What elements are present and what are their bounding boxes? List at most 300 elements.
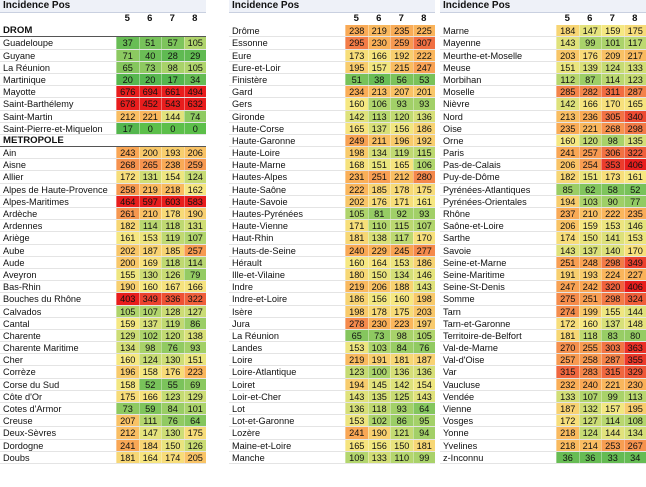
value-cell[interactable]: 113 <box>368 111 391 122</box>
value-cell[interactable]: 210 <box>139 208 162 219</box>
value-cell[interactable]: 153 <box>139 232 162 243</box>
table-row[interactable] <box>0 159 206 171</box>
value-cell[interactable]: 203 <box>556 50 579 61</box>
value-cell[interactable]: 150 <box>579 232 602 243</box>
value-cell[interactable]: 170 <box>624 245 646 256</box>
value-cell[interactable]: 148 <box>624 318 646 329</box>
value-cell[interactable]: 118 <box>161 257 184 268</box>
value-cell[interactable]: 209 <box>601 50 624 61</box>
department-name[interactable]: Tarn <box>443 306 461 317</box>
value-cell[interactable]: 127 <box>184 306 207 317</box>
value-cell[interactable]: 217 <box>624 50 646 61</box>
table-row[interactable] <box>0 415 206 427</box>
value-cell[interactable]: 238 <box>345 25 368 36</box>
department-name[interactable]: Saint-Martin <box>3 111 53 122</box>
table-row[interactable] <box>229 269 435 281</box>
value-cell[interactable]: 126 <box>161 269 184 280</box>
value-cell[interactable]: 192 <box>390 50 413 61</box>
value-cell[interactable]: 0 <box>161 123 184 134</box>
department-name[interactable]: Creuse <box>3 416 33 427</box>
value-cell[interactable]: 184 <box>556 25 579 36</box>
department-name[interactable]: Indre <box>232 282 253 293</box>
value-cell[interactable]: 112 <box>556 74 579 85</box>
value-cell[interactable]: 214 <box>579 440 602 451</box>
value-cell[interactable]: 86 <box>390 415 413 426</box>
value-cell[interactable]: 240 <box>345 245 368 256</box>
value-cell[interactable]: 73 <box>368 330 391 341</box>
table-row[interactable] <box>440 318 646 330</box>
value-cell[interactable]: 597 <box>139 196 162 207</box>
value-cell[interactable]: 191 <box>368 354 391 365</box>
table-row[interactable] <box>229 135 435 147</box>
table-row[interactable] <box>0 379 206 391</box>
value-cell[interactable]: 144 <box>624 306 646 317</box>
value-cell[interactable]: 219 <box>368 25 391 36</box>
department-name[interactable]: Vosges <box>443 416 474 427</box>
column-header[interactable]: 6 <box>587 13 593 24</box>
value-cell[interactable]: 98 <box>139 342 162 353</box>
value-cell[interactable]: 632 <box>184 98 207 109</box>
table-row[interactable] <box>440 74 646 86</box>
table-row[interactable] <box>440 62 646 74</box>
value-cell[interactable]: 17 <box>116 123 139 134</box>
value-cell[interactable]: 139 <box>579 62 602 73</box>
value-cell[interactable]: 275 <box>556 293 579 304</box>
value-cell[interactable]: 199 <box>579 306 602 317</box>
value-cell[interactable]: 124 <box>184 171 207 182</box>
department-name[interactable]: Ille-et-Vilaine <box>232 269 285 280</box>
value-cell[interactable]: 114 <box>139 220 162 231</box>
value-cell[interactable]: 268 <box>601 123 624 134</box>
value-cell[interactable]: 186 <box>345 293 368 304</box>
value-cell[interactable]: 151 <box>368 159 391 170</box>
value-cell[interactable]: 170 <box>601 98 624 109</box>
value-cell[interactable]: 235 <box>624 208 646 219</box>
department-name[interactable]: Drôme <box>232 26 260 37</box>
value-cell[interactable]: 160 <box>579 318 602 329</box>
value-cell[interactable]: 144 <box>601 427 624 438</box>
value-cell[interactable]: 158 <box>139 366 162 377</box>
table-row[interactable] <box>440 391 646 403</box>
value-cell[interactable]: 175 <box>184 427 207 438</box>
table-row[interactable] <box>440 159 646 171</box>
table-row[interactable] <box>440 50 646 62</box>
value-cell[interactable]: 166 <box>184 281 207 292</box>
value-cell[interactable]: 136 <box>390 366 413 377</box>
table-row[interactable] <box>229 391 435 403</box>
value-cell[interactable]: 132 <box>579 403 602 414</box>
value-cell[interactable]: 124 <box>579 427 602 438</box>
value-cell[interactable]: 406 <box>624 281 646 292</box>
value-cell[interactable]: 229 <box>368 245 391 256</box>
table-row[interactable] <box>0 366 206 378</box>
value-cell[interactable]: 133 <box>368 452 391 463</box>
value-cell[interactable]: 195 <box>345 62 368 73</box>
value-cell[interactable]: 258 <box>116 184 139 195</box>
department-name[interactable]: Alpes de Haute-Provence <box>3 184 108 195</box>
department-name[interactable]: Rhône <box>443 209 471 219</box>
department-name[interactable]: Haute-Garonne <box>232 135 296 146</box>
department-name[interactable]: Sarthe <box>443 233 471 244</box>
table-row[interactable] <box>0 452 206 464</box>
table-row[interactable] <box>0 257 206 269</box>
table-row[interactable] <box>0 62 206 74</box>
column-header[interactable]: 8 <box>421 13 427 24</box>
value-cell[interactable]: 157 <box>368 62 391 73</box>
department-name[interactable]: Loir-et-Cher <box>232 391 282 402</box>
value-cell[interactable]: 114 <box>184 257 207 268</box>
table-row[interactable] <box>440 208 646 220</box>
value-cell[interactable]: 85 <box>556 184 579 195</box>
value-cell[interactable]: 106 <box>413 159 436 170</box>
value-cell[interactable]: 176 <box>368 196 391 207</box>
department-name[interactable]: Lot-et-Garonne <box>232 416 295 427</box>
value-cell[interactable]: 110 <box>390 452 413 463</box>
table-row[interactable] <box>0 245 206 257</box>
value-cell[interactable]: 160 <box>139 281 162 292</box>
value-cell[interactable]: 261 <box>116 208 139 219</box>
value-cell[interactable]: 138 <box>368 232 391 243</box>
department-name[interactable]: Aude <box>3 257 25 268</box>
department-name[interactable]: Finistère <box>232 74 268 85</box>
department-name[interactable]: Savoie <box>443 245 472 256</box>
value-cell[interactable]: 287 <box>624 86 646 97</box>
value-cell[interactable]: 235 <box>556 123 579 134</box>
value-cell[interactable]: 181 <box>413 440 436 451</box>
value-cell[interactable]: 253 <box>601 440 624 451</box>
value-cell[interactable]: 99 <box>413 452 436 463</box>
value-cell[interactable]: 164 <box>368 257 391 268</box>
value-cell[interactable]: 147 <box>139 427 162 438</box>
table-row[interactable] <box>0 208 206 220</box>
department-name[interactable]: Vaucluse <box>443 379 481 390</box>
value-cell[interactable]: 105 <box>345 208 368 219</box>
value-cell[interactable]: 237 <box>556 208 579 219</box>
value-cell[interactable]: 95 <box>413 415 436 426</box>
column-header[interactable]: 5 <box>353 13 359 24</box>
value-cell[interactable]: 205 <box>184 452 207 463</box>
value-cell[interactable]: 120 <box>579 135 602 146</box>
value-cell[interactable]: 173 <box>345 50 368 61</box>
value-cell[interactable]: 118 <box>368 403 391 414</box>
column-header[interactable]: 8 <box>632 13 638 24</box>
value-cell[interactable]: 65 <box>116 62 139 73</box>
table-row[interactable] <box>440 232 646 244</box>
value-cell[interactable]: 172 <box>556 415 579 426</box>
department-name[interactable]: Loire <box>232 355 253 366</box>
value-cell[interactable]: 212 <box>390 171 413 182</box>
value-cell[interactable]: 124 <box>601 62 624 73</box>
value-cell[interactable]: 176 <box>579 50 602 61</box>
department-name[interactable]: Meurthe-et-Moselle <box>443 50 523 61</box>
value-cell[interactable]: 160 <box>345 98 368 109</box>
department-name[interactable]: Nord <box>443 111 463 122</box>
department-name[interactable]: Eure-et-Loir <box>232 62 281 73</box>
value-cell[interactable]: 86 <box>184 318 207 329</box>
table-row[interactable] <box>229 232 435 244</box>
table-row[interactable] <box>0 403 206 415</box>
value-cell[interactable]: 156 <box>390 123 413 134</box>
value-cell[interactable]: 107 <box>413 220 436 231</box>
value-cell[interactable]: 198 <box>345 306 368 317</box>
department-name[interactable]: Charente <box>3 330 41 341</box>
table-row[interactable] <box>229 427 435 439</box>
table-row[interactable] <box>0 440 206 452</box>
value-cell[interactable]: 603 <box>161 196 184 207</box>
value-cell[interactable]: 207 <box>116 415 139 426</box>
value-cell[interactable]: 118 <box>579 330 602 341</box>
value-cell[interactable]: 165 <box>345 440 368 451</box>
value-cell[interactable]: 76 <box>161 342 184 353</box>
table-row[interactable] <box>229 403 435 415</box>
value-cell[interactable]: 259 <box>184 159 207 170</box>
value-cell[interactable]: 69 <box>184 379 207 390</box>
value-cell[interactable]: 175 <box>624 25 646 36</box>
value-cell[interactable]: 193 <box>161 147 184 158</box>
value-cell[interactable]: 191 <box>556 269 579 280</box>
value-cell[interactable]: 135 <box>368 391 391 402</box>
department-name[interactable]: Vendée <box>443 391 475 402</box>
table-row[interactable] <box>0 306 206 318</box>
table-row[interactable] <box>229 245 435 257</box>
value-cell[interactable]: 172 <box>556 318 579 329</box>
value-cell[interactable]: 181 <box>390 354 413 365</box>
value-cell[interactable]: 52 <box>624 184 646 195</box>
value-cell[interactable]: 201 <box>413 86 436 97</box>
table-row[interactable] <box>0 86 206 98</box>
value-cell[interactable]: 234 <box>345 86 368 97</box>
value-cell[interactable]: 259 <box>390 37 413 48</box>
value-cell[interactable]: 192 <box>413 135 436 146</box>
value-cell[interactable]: 315 <box>601 366 624 377</box>
value-cell[interactable]: 182 <box>556 171 579 182</box>
value-cell[interactable]: 117 <box>390 232 413 243</box>
table-row[interactable] <box>440 135 646 147</box>
table-row[interactable] <box>440 171 646 183</box>
value-cell[interactable]: 203 <box>413 306 436 317</box>
table-row[interactable] <box>229 147 435 159</box>
value-cell[interactable]: 181 <box>345 232 368 243</box>
value-cell[interactable]: 403 <box>116 293 139 304</box>
table-row[interactable] <box>440 123 646 135</box>
value-cell[interactable]: 221 <box>139 111 162 122</box>
value-cell[interactable]: 265 <box>139 159 162 170</box>
value-cell[interactable]: 257 <box>556 354 579 365</box>
department-name[interactable]: Saône-et-Loire <box>443 221 504 232</box>
value-cell[interactable]: 92 <box>390 208 413 219</box>
value-cell[interactable]: 29 <box>184 50 207 61</box>
department-name[interactable]: Tarn-et-Garonne <box>443 318 511 329</box>
value-cell[interactable]: 240 <box>579 379 602 390</box>
department-name[interactable]: Haute-Loire <box>232 148 281 159</box>
department-name[interactable]: Haute-Vienne <box>232 221 289 232</box>
value-cell[interactable]: 182 <box>116 220 139 231</box>
value-cell[interactable]: 76 <box>161 415 184 426</box>
value-cell[interactable]: 295 <box>345 37 368 48</box>
value-cell[interactable]: 94 <box>413 427 436 438</box>
value-cell[interactable]: 198 <box>345 147 368 158</box>
value-cell[interactable]: 109 <box>345 452 368 463</box>
column-header[interactable]: 8 <box>192 13 198 24</box>
department-name[interactable]: Eure <box>232 50 252 61</box>
department-name[interactable]: Haute-Saône <box>232 184 287 195</box>
value-cell[interactable]: 336 <box>161 293 184 304</box>
value-cell[interactable]: 121 <box>390 427 413 438</box>
department-name[interactable]: Gers <box>232 99 252 110</box>
value-cell[interactable]: 178 <box>390 184 413 195</box>
department-name[interactable]: Aveyron <box>3 269 37 280</box>
value-cell[interactable]: 267 <box>624 440 646 451</box>
value-cell[interactable]: 166 <box>579 98 602 109</box>
value-cell[interactable]: 150 <box>161 440 184 451</box>
value-cell[interactable]: 153 <box>390 257 413 268</box>
department-name[interactable]: Val-d'Oise <box>443 355 485 366</box>
value-cell[interactable]: 694 <box>139 86 162 97</box>
value-cell[interactable]: 120 <box>390 111 413 122</box>
value-cell[interactable]: 661 <box>161 86 184 97</box>
value-cell[interactable]: 213 <box>556 111 579 122</box>
value-cell[interactable]: 73 <box>139 62 162 73</box>
value-cell[interactable]: 101 <box>601 37 624 48</box>
value-cell[interactable]: 178 <box>368 306 391 317</box>
department-name[interactable]: Calvados <box>3 306 42 317</box>
value-cell[interactable]: 76 <box>413 342 436 353</box>
value-cell[interactable]: 146 <box>624 220 646 231</box>
value-cell[interactable]: 283 <box>579 366 602 377</box>
value-cell[interactable]: 230 <box>624 379 646 390</box>
table-row[interactable] <box>229 342 435 354</box>
value-cell[interactable]: 247 <box>556 281 579 292</box>
value-cell[interactable]: 452 <box>139 98 162 109</box>
value-cell[interactable]: 93 <box>390 403 413 414</box>
table-row[interactable] <box>440 403 646 415</box>
value-cell[interactable]: 206 <box>184 147 207 158</box>
value-cell[interactable]: 329 <box>624 366 646 377</box>
value-cell[interactable]: 174 <box>556 232 579 243</box>
department-name[interactable]: z-Inconnu <box>443 452 484 463</box>
value-cell[interactable]: 133 <box>556 391 579 402</box>
department-name[interactable]: Ardennes <box>3 221 43 232</box>
value-cell[interactable]: 193 <box>579 269 602 280</box>
value-cell[interactable]: 161 <box>116 232 139 243</box>
value-cell[interactable]: 172 <box>116 171 139 182</box>
value-cell[interactable]: 188 <box>390 281 413 292</box>
table-row[interactable] <box>0 269 206 281</box>
value-cell[interactable]: 105 <box>413 330 436 341</box>
department-name[interactable]: Allier <box>3 172 24 183</box>
value-cell[interactable]: 464 <box>116 196 139 207</box>
department-name[interactable]: Pyrénées-Atlantiques <box>443 184 531 195</box>
value-cell[interactable]: 322 <box>184 293 207 304</box>
table-row[interactable] <box>0 354 206 366</box>
value-cell[interactable]: 676 <box>116 86 139 97</box>
department-name[interactable]: Bouches du Rhône <box>3 294 82 305</box>
value-cell[interactable]: 56 <box>390 74 413 85</box>
value-cell[interactable]: 107 <box>139 306 162 317</box>
value-cell[interactable]: 145 <box>368 379 391 390</box>
value-cell[interactable]: 159 <box>116 318 139 329</box>
table-row[interactable] <box>0 427 206 439</box>
department-name[interactable]: Cantal <box>3 318 30 329</box>
table-row[interactable] <box>0 123 206 135</box>
value-cell[interactable]: 303 <box>601 342 624 353</box>
value-cell[interactable]: 169 <box>139 257 162 268</box>
value-cell[interactable]: 80 <box>624 330 646 341</box>
value-cell[interactable]: 140 <box>601 245 624 256</box>
value-cell[interactable]: 156 <box>368 293 391 304</box>
table-row[interactable] <box>0 342 206 354</box>
department-name[interactable]: Gironde <box>232 111 265 122</box>
department-name[interactable]: Côte d'Or <box>3 391 43 402</box>
department-name[interactable]: Gard <box>232 87 253 98</box>
department-name[interactable]: Alpes-Maritimes <box>3 196 69 207</box>
value-cell[interactable]: 211 <box>368 135 391 146</box>
value-cell[interactable]: 355 <box>624 354 646 365</box>
table-row[interactable] <box>440 415 646 427</box>
value-cell[interactable]: 90 <box>601 196 624 207</box>
department-name[interactable]: Manche <box>232 452 265 463</box>
value-cell[interactable]: 213 <box>368 86 391 97</box>
value-cell[interactable]: 98 <box>390 330 413 341</box>
value-cell[interactable]: 305 <box>601 111 624 122</box>
table-row[interactable] <box>0 184 206 196</box>
table-row[interactable] <box>229 111 435 123</box>
value-cell[interactable]: 212 <box>116 427 139 438</box>
value-cell[interactable]: 202 <box>116 245 139 256</box>
value-cell[interactable]: 130 <box>139 269 162 280</box>
value-cell[interactable]: 298 <box>624 123 646 134</box>
table-row[interactable] <box>0 196 206 208</box>
table-row[interactable] <box>229 354 435 366</box>
table-row[interactable] <box>229 220 435 232</box>
value-cell[interactable]: 245 <box>390 245 413 256</box>
department-name[interactable]: Cher <box>3 355 23 366</box>
value-cell[interactable]: 125 <box>390 391 413 402</box>
table-row[interactable] <box>0 220 206 232</box>
value-cell[interactable]: 154 <box>413 379 436 390</box>
value-cell[interactable]: 268 <box>116 159 139 170</box>
department-name[interactable]: Somme <box>443 294 475 305</box>
value-cell[interactable]: 153 <box>345 415 368 426</box>
department-name[interactable]: Guyane <box>3 50 36 61</box>
value-cell[interactable]: 162 <box>184 184 207 195</box>
value-cell[interactable]: 151 <box>579 171 602 182</box>
department-name[interactable]: Mayenne <box>443 38 481 49</box>
value-cell[interactable]: 282 <box>579 86 602 97</box>
department-name[interactable]: Territoire-de-Belfort <box>443 330 522 341</box>
department-name[interactable]: Isère <box>232 306 253 317</box>
department-name[interactable]: Guadeloupe <box>3 38 54 49</box>
value-cell[interactable]: 171 <box>390 196 413 207</box>
value-cell[interactable]: 164 <box>139 452 162 463</box>
value-cell[interactable]: 231 <box>345 171 368 182</box>
value-cell[interactable]: 170 <box>413 232 436 243</box>
value-cell[interactable]: 73 <box>116 403 139 414</box>
value-cell[interactable]: 218 <box>161 184 184 195</box>
value-cell[interactable]: 55 <box>161 379 184 390</box>
value-cell[interactable]: 51 <box>345 74 368 85</box>
table-row[interactable] <box>0 50 206 62</box>
table-row[interactable] <box>440 111 646 123</box>
table-row[interactable] <box>440 184 646 196</box>
table-row[interactable] <box>440 293 646 305</box>
value-cell[interactable]: 168 <box>345 159 368 170</box>
table-row[interactable] <box>229 62 435 74</box>
value-cell[interactable]: 144 <box>161 111 184 122</box>
department-name[interactable]: La Réunion <box>3 62 50 73</box>
value-cell[interactable]: 115 <box>413 147 436 158</box>
value-cell[interactable]: 93 <box>184 342 207 353</box>
